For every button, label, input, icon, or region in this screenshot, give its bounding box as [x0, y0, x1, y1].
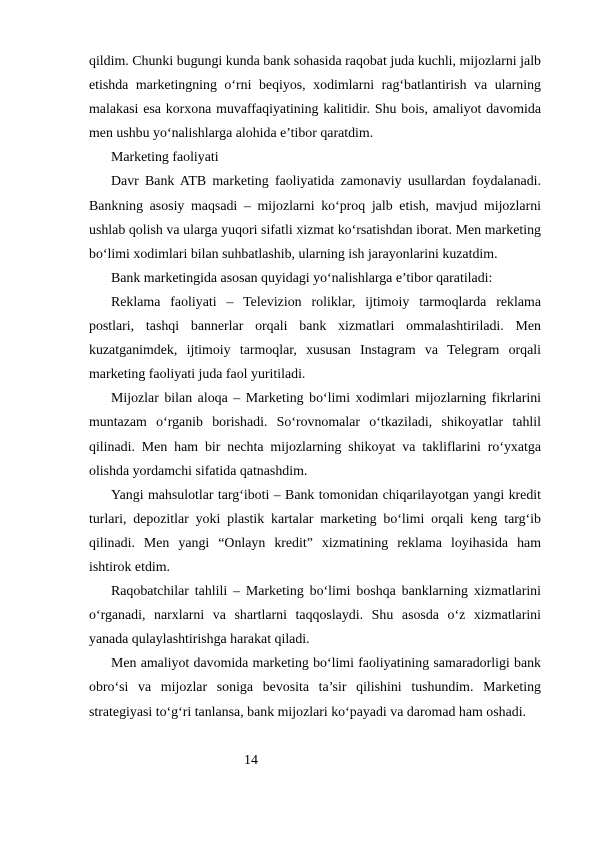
paragraph-advertising: Reklama faoliyati – Televizion roliklar, ijtimoiy tarmoqlarda reklama postlari, tashqi bannerlar orqali bank xizmatlari ommalashtiriladi. Men kuzatganimdek, ijtimoiy tarmoqlar, xususan Instagram va Telegram orqali marketing faoliyati juda faol yuritiladi.	[89, 294, 541, 383]
page-number: 14	[244, 753, 258, 768]
paragraph-directions-intro: Bank marketingida asosan quyidagi yo‘nalishlarga e’tibor qaratiladi:	[111, 270, 493, 286]
body-text	[89, 50, 541, 725]
paragraph-customer-relations: Mijozlar bilan aloqa – Marketing bo‘limi xodimlari mijozlarning fikrlarini muntazam o‘rganib borishadi. So‘rovnomalar o‘tkaziladi, shikoyatlar tahlil qilinadi. Men ham bir nechta mijozlarning shikoyat va takliflarini ro‘yxatga olishda yordamchi sifatida qatnashdim.	[89, 391, 541, 479]
section-heading-marketing: Marketing faoliyati	[111, 150, 219, 166]
paragraph-intro-continuation: qildim. Chunki bugungi kunda bank sohasida raqobat juda kuchli, mijozlarni jalb etishda marketingning o‘rni beqiyos, xodimlarni rag‘batlantirish va ularning malakasi esa korxona muvaffaqiyatining kalitidir. Shu bois, amaliyot davomida men ushbu yo‘nalishlarga alohida e’tibor qaratdim.	[89, 54, 541, 142]
paragraph-competitor-analysis: Raqobatchilar tahlili – Marketing bo‘limi boshqa banklarning xizmatlarini o‘rganadi, narxlarni va shartlarni taqqoslaydi. Shu asosda o‘z xizmatlarini yanada qulaylashtirishga harakat qiladi.	[89, 584, 541, 648]
paragraph-conclusion: Men amaliyot davomida marketing bo‘limi faoliyatining samaradorligi bank obro‘si va mijozlar soniga bevosita ta’sir qilishini tushundim. Marketing strategiyasi to‘g‘ri tanlansa, bank mijozlari ko‘payadi va daromad ham oshadi.	[89, 656, 541, 720]
paragraph-new-products: Yangi mahsulotlar targ‘iboti – Bank tomonidan chiqarilayotgan yangi kredit turlari, depozitlar yoki plastik kartalar marketing bo‘limi orqali keng targ‘ib qilinadi. Men yangi “Onlayn kredit” xizmatining reklama loyihasida ham ishtirok etdim.	[89, 487, 541, 575]
paragraph-marketing-overview: Davr Bank ATB marketing faoliyatida zamonaviy usullardan foydalanadi. Bankning asosiy maqsadi – mijozlarni ko‘proq jalb etish, mavjud mijozlarni ushlab qolish va ularga yuqori sifatli xizmat ko‘rsatishdan iborat. Men marketing bo‘limi xodimlari bilan suhbatlashib, ularning ish jarayonlarini kuzatdim.	[89, 174, 541, 262]
